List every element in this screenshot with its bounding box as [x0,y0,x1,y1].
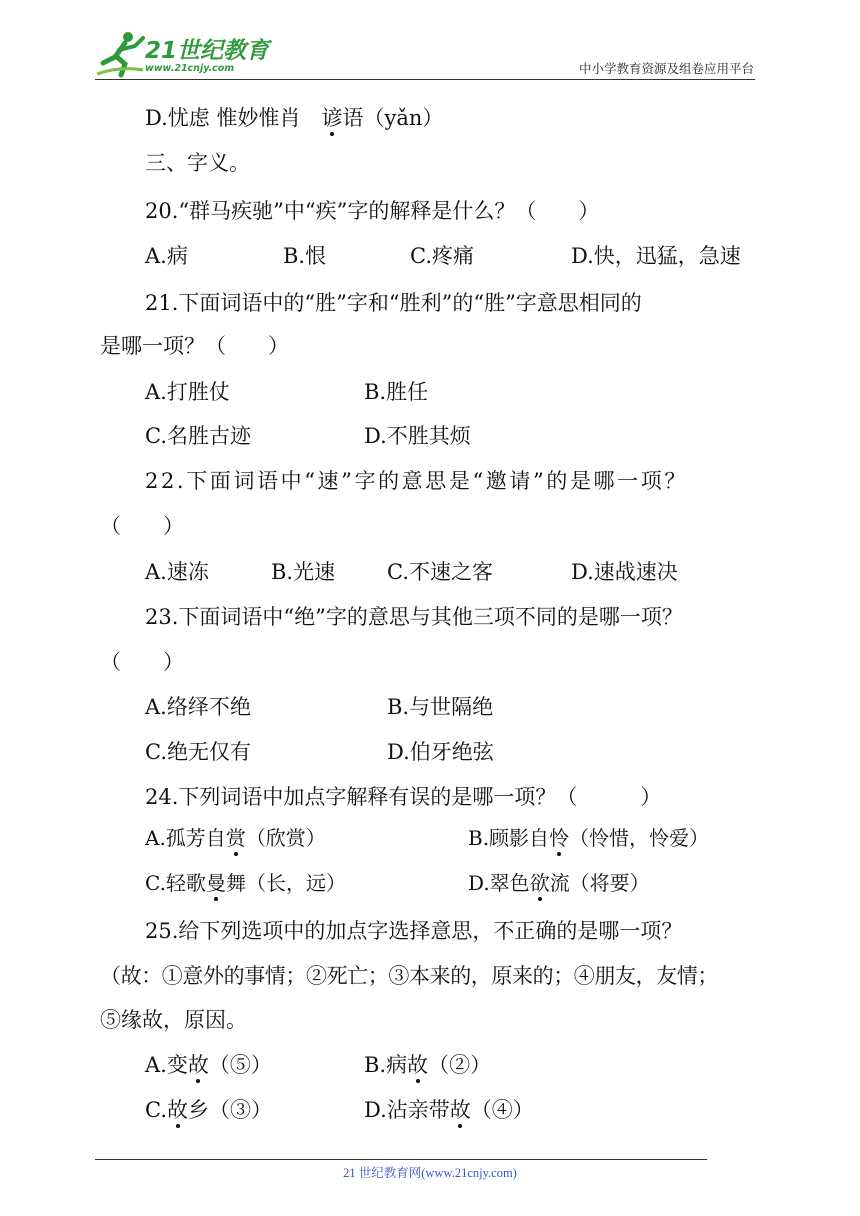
logo-url: www.21cnjy.com [145,63,235,74]
option-c: C.故乡（③） [145,1095,272,1125]
question-25-line2: （故：①意外的事情；②死亡；③本来的，原来的；④朋友，友情； [100,964,718,988]
question-21-options-row2 [145,421,705,451]
question-25-options-row1 [145,1050,705,1080]
option-a: A.病 [145,244,188,268]
dotted-char: 怜 [549,823,569,853]
option-b: B.光速 [271,560,336,584]
dotted-char: 赏 [226,823,246,853]
question-20: 20.“群马疾驰”中“疾”字的解释是什么？（ ） [145,199,600,223]
option-b: B.顾影自怜（怜惜，怜爱） [468,823,709,853]
option-c: C.名胜古迹 [145,424,251,448]
dotted-char: 曼 [206,868,226,898]
option-d: D.翠色欲流（将要） [468,868,650,898]
question-25-line3: ⑤缘故，原因。 [100,1008,247,1032]
question-25-options-row2 [145,1095,705,1125]
dotted-char: 故 [407,1050,428,1080]
question-22-line1: 22.下面词语中“速”字的意思是“邀请”的是哪一项？ [145,469,688,493]
dotted-char: 故 [188,1050,209,1080]
site-logo[interactable] [95,30,270,80]
question-24-options-row1 [145,823,765,853]
logo-text: 21世纪教育 [145,38,270,64]
question-22-options [145,557,765,587]
header-divider [95,79,755,80]
dotted-char: 故 [167,1095,188,1125]
option-d: D.速战速决 [571,560,678,584]
question-23-line2: （ ） [100,650,184,674]
option-d: D.伯牙绝弦 [387,740,494,764]
question-22-line2: （ ） [100,514,184,538]
option-a: A.速冻 [145,560,209,584]
option-c: C.绝无仅有 [145,740,251,764]
question-21-options-row1 [145,377,705,407]
question-23-options-row1 [145,692,705,722]
option-a: A.变故（⑤） [145,1050,272,1080]
question-20-options [145,241,765,271]
running-figure-icon [95,30,147,78]
option-d: D.沾亲带故（④） [364,1095,534,1125]
prev-option-d: D.忧虑 惟妙惟肖 谚语（yǎn） [145,103,443,133]
option-b: B.恨 [283,244,327,268]
option-b: B.与世隔绝 [387,695,494,719]
question-21-line2: 是哪一项？（ ） [100,334,289,358]
footer-link[interactable]: 21 世纪教育网(www.21cnjy.com) [343,1166,517,1180]
dotted-char: 谚 [321,103,342,133]
question-25-line1: 25.给下列选项中的加点字选择意思，不正确的是哪一项？ [145,919,683,943]
option-c: C.不速之客 [387,560,493,584]
option-d: D.快，迅猛，急速 [571,244,741,268]
option-b: B.胜任 [364,380,429,404]
section-title: 三、字义。 [145,151,250,175]
question-23-line1: 23.下面词语中“绝”字的意思与其他三项不同的是哪一项？ [145,605,683,629]
option-c: C.疼痛 [410,244,474,268]
option-d: D.不胜其烦 [364,424,471,448]
question-24: 24.下列词语中加点字解释有误的是哪一项？（ ） [145,785,662,809]
question-21-line1: 21.下面词语中的“胜”字和“胜利”的“胜”字意思相同的 [145,291,642,315]
footer-divider [95,1159,707,1160]
page-header [0,0,860,80]
option-c: C.轻歌曼舞（长，远） [145,868,346,898]
option-a: A.孤芳自赏（欣赏） [145,823,326,853]
platform-title: 中小学教育资源及组卷应用平台 [578,61,754,76]
dotted-char: 欲 [530,868,550,898]
option-a: A.络绎不绝 [145,695,251,719]
option-a: A.打胜仗 [145,380,230,404]
question-24-options-row2 [145,868,765,898]
question-23-options-row2 [145,737,705,767]
option-b: B.病故（②） [364,1050,491,1080]
dotted-char: 故 [450,1095,471,1125]
